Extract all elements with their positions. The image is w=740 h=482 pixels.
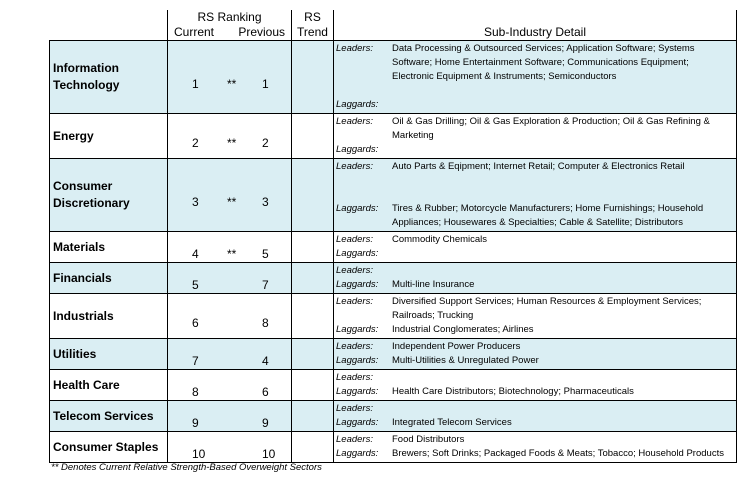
table-row xyxy=(50,263,737,294)
leaders-label: Leaders: xyxy=(336,434,373,445)
sector-name: Health Care xyxy=(50,370,168,401)
leaders-text xyxy=(392,371,733,385)
rank-cell xyxy=(168,114,292,159)
rank-cell xyxy=(168,232,292,263)
leaders-label: Leaders: xyxy=(336,116,373,127)
table-row xyxy=(50,232,737,263)
rs-trend-cell xyxy=(292,114,334,159)
leaders-text: Food Distributors xyxy=(392,434,465,445)
previous-rank: 7 xyxy=(262,278,269,292)
sub-industry-header: Sub-Industry Detail xyxy=(334,10,737,41)
leaders-line xyxy=(336,233,733,247)
table-row xyxy=(50,159,737,232)
sector-name: Telecom Services xyxy=(50,401,168,432)
laggards-label: Laggards: xyxy=(336,99,379,110)
laggards-text xyxy=(392,247,733,261)
leaders-line xyxy=(336,433,733,447)
leaders-label: Leaders: xyxy=(336,161,373,172)
current-rank: 10 xyxy=(192,447,206,461)
rs-trend-cell xyxy=(292,432,334,463)
current-rank: 2 xyxy=(192,136,199,150)
rs-ranking-header xyxy=(168,10,292,41)
leaders-line xyxy=(336,115,733,143)
overweight-marker: ** xyxy=(227,195,237,209)
rank-cell xyxy=(168,339,292,370)
laggards-line xyxy=(336,385,733,399)
sub-industry-detail xyxy=(334,232,737,263)
leaders-label: Leaders: xyxy=(336,43,373,54)
laggards-text: Tires & Rubber; Motorcycle Manufacturers; Home Furnishings; Household Appliances; Housewares & Specialties; Cable & Satellite; Distributors xyxy=(392,203,704,228)
leaders-label: Leaders: xyxy=(336,341,373,352)
laggards-label: Laggards: xyxy=(336,355,379,366)
sub-industry-detail xyxy=(334,159,737,232)
rank-cell xyxy=(168,159,292,232)
previous-rank: 6 xyxy=(262,385,269,399)
table-row xyxy=(50,41,737,114)
leaders-text: Data Processing & Outsourced Services; Application Software; Systems Software; Home Entertainment Software; Communications Equipment; Electronic Equipment & Instruments; Semiconductors xyxy=(392,43,695,82)
laggards-line xyxy=(336,247,733,261)
leaders-line xyxy=(336,402,733,416)
laggards-line xyxy=(336,323,733,337)
sector-name: Consumer Discretionary xyxy=(50,159,168,232)
rank-cell xyxy=(168,41,292,114)
laggards-line xyxy=(336,416,733,430)
leaders-line xyxy=(336,340,733,354)
sector-name: Financials xyxy=(50,263,168,294)
trend-header: Trend xyxy=(297,25,328,39)
current-rank: 9 xyxy=(192,416,199,430)
previous-header: Previous xyxy=(238,25,285,39)
sector-name: Materials xyxy=(50,232,168,263)
current-rank: 8 xyxy=(192,385,199,399)
laggards-text: Health Care Distributors; Biotechnology; Pharmaceuticals xyxy=(392,386,634,397)
laggards-line xyxy=(336,278,733,292)
leaders-label: Leaders: xyxy=(336,372,373,383)
laggards-text: Multi-line Insurance xyxy=(392,279,475,290)
table-row xyxy=(50,401,737,432)
laggards-label: Laggards: xyxy=(336,386,379,397)
laggards-line xyxy=(336,202,733,230)
footnote: ** Denotes Current Relative Strength-Based Overweight Sectors xyxy=(51,462,322,473)
rs-trend-cell xyxy=(292,263,334,294)
laggards-text: Multi-Utilities & Unregulated Power xyxy=(392,355,539,366)
laggards-text: Industrial Conglomerates; Airlines xyxy=(392,324,534,335)
rank-cell xyxy=(168,432,292,463)
laggards-line xyxy=(336,447,733,461)
overweight-marker: ** xyxy=(227,77,237,91)
previous-rank: 1 xyxy=(262,77,269,91)
table-row xyxy=(50,114,737,159)
rs-trend-cell xyxy=(292,159,334,232)
leaders-text: Commodity Chemicals xyxy=(392,234,488,245)
leaders-label: Leaders: xyxy=(336,296,373,307)
sector-name: Industrials xyxy=(50,294,168,339)
rs-ranking-title: RS Ranking xyxy=(197,10,262,24)
current-rank: 7 xyxy=(192,354,199,368)
leaders-line xyxy=(336,42,733,84)
laggards-line xyxy=(336,143,733,157)
sector-name: Energy xyxy=(50,114,168,159)
rs-header: RS xyxy=(304,10,321,24)
previous-rank: 8 xyxy=(262,316,269,330)
leaders-label: Leaders: xyxy=(336,403,373,414)
laggards-label: Laggards: xyxy=(336,279,379,290)
laggards-label: Laggards: xyxy=(336,448,379,459)
laggards-label: Laggards: xyxy=(336,417,379,428)
rs-trend-cell xyxy=(292,339,334,370)
laggards-text: Integrated Telecom Services xyxy=(392,417,512,428)
previous-rank: 4 xyxy=(262,354,269,368)
rs-trend-cell xyxy=(292,232,334,263)
rs-trend-header xyxy=(292,10,334,41)
rs-trend-cell xyxy=(292,370,334,401)
rs-trend-cell xyxy=(292,41,334,114)
previous-rank: 10 xyxy=(262,447,276,461)
sector-name: Consumer Staples xyxy=(50,432,168,463)
current-rank: 5 xyxy=(192,278,199,292)
current-rank: 6 xyxy=(192,316,199,330)
leaders-label: Leaders: xyxy=(336,265,373,276)
leaders-text xyxy=(392,402,733,416)
leaders-text: Diversified Support Services; Human Resources & Employment Services; Railroads; Trucking xyxy=(392,296,702,321)
leaders-text: Auto Parts & Eqipment; Internet Retail; Computer & Electronics Retail xyxy=(392,161,685,172)
rs-ranking-table xyxy=(49,10,737,463)
sector-name: Utilities xyxy=(50,339,168,370)
laggards-label: Laggards: xyxy=(336,248,379,259)
laggards-label: Laggards: xyxy=(336,324,379,335)
overweight-marker: ** xyxy=(227,136,237,150)
laggards-line xyxy=(336,354,733,368)
current-rank: 1 xyxy=(192,77,199,91)
current-rank: 4 xyxy=(192,247,199,261)
previous-rank: 3 xyxy=(262,195,269,209)
sub-industry-detail xyxy=(334,41,737,114)
laggards-text xyxy=(392,143,733,157)
overweight-marker: ** xyxy=(227,247,237,261)
leaders-line xyxy=(336,264,733,278)
previous-rank: 9 xyxy=(262,416,269,430)
laggards-text xyxy=(392,98,733,112)
table-row xyxy=(50,339,737,370)
sub-industry-detail xyxy=(334,401,737,432)
current-rank: 3 xyxy=(192,195,199,209)
rank-cell xyxy=(168,401,292,432)
sub-industry-detail xyxy=(334,294,737,339)
table-row xyxy=(50,294,737,339)
leaders-text xyxy=(392,264,733,278)
leaders-text: Oil & Gas Drilling; Oil & Gas Exploration & Production; Oil & Gas Refining & Marketing xyxy=(392,116,710,141)
laggards-label: Laggards: xyxy=(336,144,379,155)
rank-cell xyxy=(168,294,292,339)
rs-trend-cell xyxy=(292,401,334,432)
header-row xyxy=(50,10,737,41)
current-header: Current xyxy=(174,25,215,39)
previous-rank: 5 xyxy=(262,247,269,261)
leaders-label: Leaders: xyxy=(336,234,373,245)
sub-industry-detail xyxy=(334,432,737,463)
laggards-label: Laggards: xyxy=(336,203,379,214)
sub-industry-detail xyxy=(334,370,737,401)
leaders-line xyxy=(336,160,733,174)
laggards-line xyxy=(336,98,733,112)
sub-industry-detail xyxy=(334,263,737,294)
sub-industry-detail xyxy=(334,339,737,370)
previous-rank: 2 xyxy=(262,136,269,150)
rs-trend-cell xyxy=(292,294,334,339)
laggards-text: Brewers; Soft Drinks; Packaged Foods & Meats; Tobacco; Household Products xyxy=(392,448,724,459)
sub-industry-detail xyxy=(334,114,737,159)
leaders-line xyxy=(336,295,733,323)
leaders-text: Independent Power Producers xyxy=(392,341,521,352)
rank-cell xyxy=(168,370,292,401)
rank-cell xyxy=(168,263,292,294)
table-row xyxy=(50,432,737,463)
leaders-line xyxy=(336,371,733,385)
sector-name: Information Technology xyxy=(50,41,168,114)
table-row xyxy=(50,370,737,401)
